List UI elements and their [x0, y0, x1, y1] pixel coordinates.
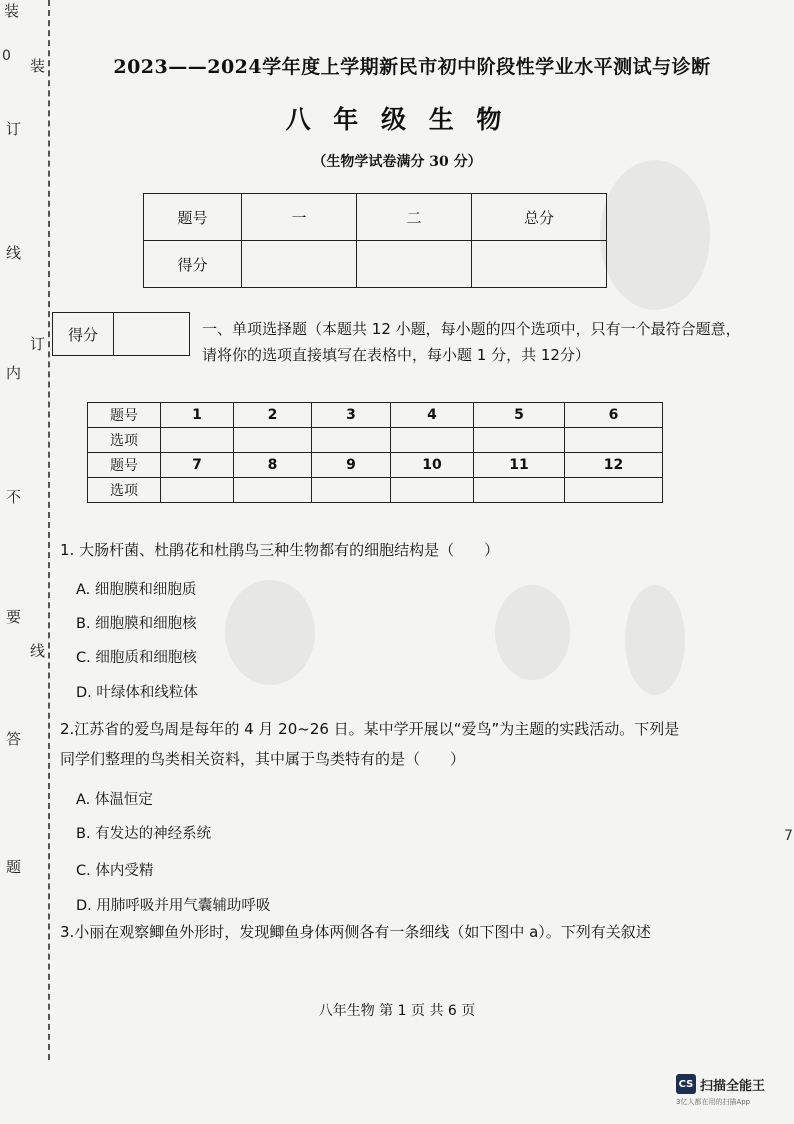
binding-char: 要: [6, 608, 22, 626]
table-cell: 6: [565, 403, 663, 428]
answer-input-cell[interactable]: [161, 428, 234, 453]
scanner-logo-icon: CS: [676, 1074, 696, 1094]
table-cell: 题号: [144, 194, 242, 241]
answer-input-cell[interactable]: [312, 478, 391, 503]
question-2-stem-line1: 2.江苏省的爱鸟周是每年的 4 月 20~26 日。某中学开展以“爱鸟”为主题的实践活动。下列是: [60, 720, 680, 738]
question-2-option-a: A. 体温恒定: [76, 792, 153, 808]
section-score-label: 得分: [53, 313, 114, 355]
question-1-option-d: D. 叶绿体和线粒体: [76, 685, 198, 701]
table-cell: 题号: [88, 403, 161, 428]
table-cell: 3: [312, 403, 391, 428]
binding-char: 答: [6, 730, 22, 748]
table-cell: 4: [391, 403, 474, 428]
answer-input-cell[interactable]: [161, 478, 234, 503]
question-1-option-c: C. 细胞质和细胞核: [76, 650, 197, 666]
question-1-option-b: B. 细胞膜和细胞核: [76, 616, 197, 632]
question-2-option-b: B. 有发达的神经系统: [76, 826, 212, 842]
edge-mark: 7: [784, 828, 793, 844]
table-cell: 得分: [144, 241, 242, 288]
answer-input-cell[interactable]: [391, 478, 474, 503]
answer-input-cell[interactable]: [565, 478, 663, 503]
question-1-option-a: A. 细胞膜和细胞质: [76, 582, 197, 598]
table-cell: 选项: [88, 478, 161, 503]
exam-title: 2023——2024学年度上学期新民市初中阶段性学业水平测试与诊断: [113, 56, 711, 78]
score-input-cell[interactable]: [242, 241, 357, 288]
binding-char-outer: 订: [6, 120, 22, 138]
answer-input-cell[interactable]: [474, 428, 565, 453]
question-1-stem: 1. 大肠杆菌、杜鹃花和杜鹃鸟三种生物都有的细胞结构是（ ）: [60, 541, 500, 559]
show-through-plant: [600, 160, 710, 310]
table-cell: 一: [242, 194, 357, 241]
question-2-option-d: D. 用肺呼吸并用气囊辅助呼吸: [76, 898, 271, 914]
table-cell: 题号: [88, 453, 161, 478]
subject-title: 八 年 级 生 物: [285, 105, 509, 134]
answer-input-cell[interactable]: [474, 478, 565, 503]
score-summary-table: [143, 193, 607, 288]
table-cell: 9: [312, 453, 391, 478]
table-row: [144, 194, 607, 241]
table-cell: 12: [565, 453, 663, 478]
question-3-stem: 3.小丽在观察鲫鱼外形时，发现鲫鱼身体两侧各有一条细线（如下图中 a）。下列有关叙述: [60, 923, 651, 941]
binding-char: 题: [6, 858, 22, 876]
table-cell: 总分: [472, 194, 607, 241]
edge-mark: 0: [2, 48, 11, 64]
binding-char: 装: [30, 57, 46, 75]
answer-input-cell[interactable]: [565, 428, 663, 453]
binding-char-outer: 线: [6, 244, 22, 262]
table-cell: 二: [357, 194, 472, 241]
section-heading: 一、单项选择题（本题共 12 小题，每小题的四个选项中，只有一个最符合题意，请将你的选项直接填写在表格中，每小题 1 分，共 12分）: [202, 320, 741, 364]
binding-char-outer: 装: [4, 2, 20, 20]
table-cell: 10: [391, 453, 474, 478]
table-row: [144, 241, 607, 288]
table-row: [88, 478, 663, 503]
table-cell: 8: [234, 453, 312, 478]
table-cell: 7: [161, 453, 234, 478]
binding-char: 不: [6, 488, 22, 506]
table-cell: 选项: [88, 428, 161, 453]
answer-input-cell[interactable]: [391, 428, 474, 453]
question-2-stem-line2: 同学们整理的鸟类相关资料，其中属于鸟类特有的是（ ）: [60, 750, 466, 768]
answer-input-cell[interactable]: [312, 428, 391, 453]
question-2-option-c: C. 体内受精: [76, 863, 154, 879]
section-score-box: [52, 312, 190, 356]
answer-table: [87, 402, 663, 503]
page-footer: 八年生物 第 1 页 共 6 页: [318, 1003, 476, 1019]
binding-char: 内: [6, 364, 22, 382]
show-through-cell-3: [625, 585, 685, 695]
answer-input-cell[interactable]: [234, 428, 312, 453]
table-row: [88, 428, 663, 453]
answer-input-cell[interactable]: [234, 478, 312, 503]
table-cell: 11: [474, 453, 565, 478]
binding-char: 线: [30, 642, 46, 660]
score-input-cell[interactable]: [357, 241, 472, 288]
scanner-name: 扫描全能王: [700, 1079, 766, 1094]
section-score-input[interactable]: [114, 313, 189, 355]
show-through-cell-2: [495, 585, 570, 680]
full-mark-note: （生物学试卷满分 30 分）: [312, 154, 482, 170]
table-row: [88, 453, 663, 478]
scanner-tagline: 3亿人都在用的扫描App: [676, 1098, 751, 1106]
table-cell: 5: [474, 403, 565, 428]
table-row: [88, 403, 663, 428]
binding-char: 订: [30, 335, 46, 353]
table-cell: 2: [234, 403, 312, 428]
show-through-cell-1: [225, 580, 315, 685]
table-cell: 1: [161, 403, 234, 428]
score-input-cell[interactable]: [472, 241, 607, 288]
